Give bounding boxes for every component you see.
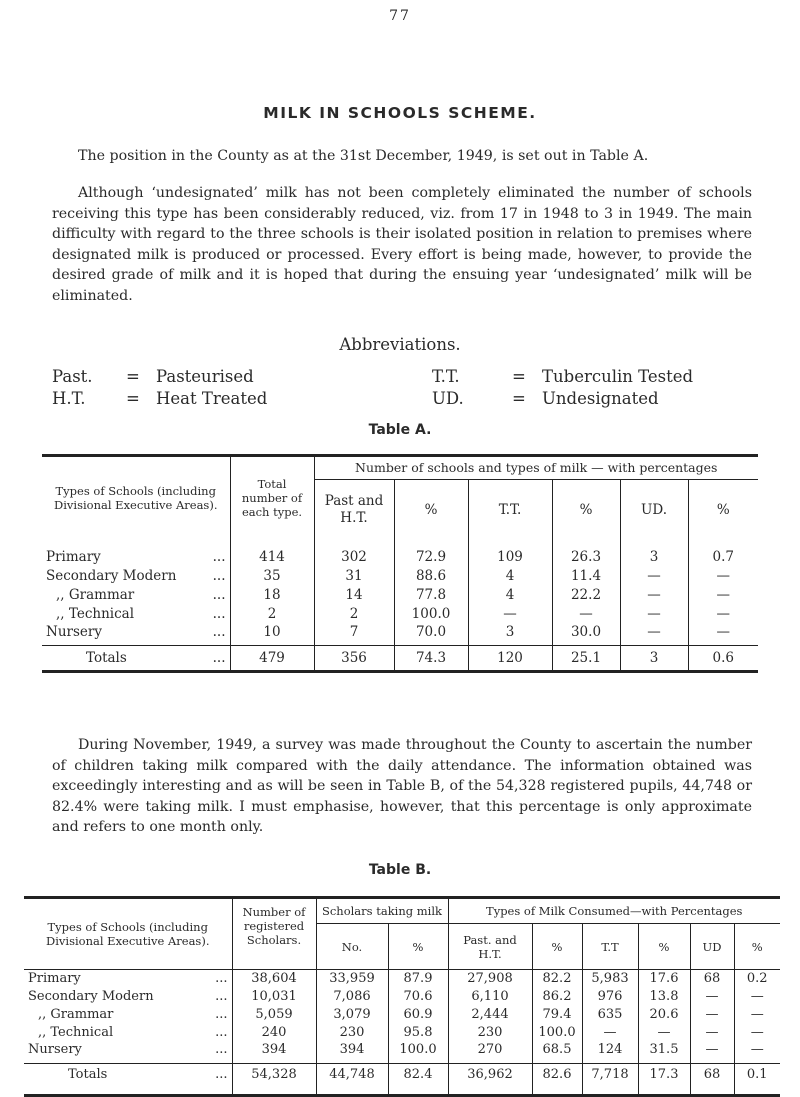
intro-paragraph xyxy=(52,146,752,167)
table-b-types-header: Types of Schools (including Divisional Executive Areas). xyxy=(24,898,232,970)
table-row: Primary ... 38,604 33,959 87.9 27,908 82.2 5,983 17.6 68 0.2 xyxy=(24,970,780,988)
table-a-types-header: Types of Schools (including Divisional Executive Areas). xyxy=(42,456,230,540)
table-b-consumed-header: Types of Milk Consumed—with Percentages xyxy=(448,898,780,924)
abbr-ht: H.T. = Heat Treated xyxy=(52,389,268,408)
table-a-total-header: Total number of each type. xyxy=(230,456,314,540)
undesignated-text: Although ‘undesignated’ milk has not been completely eliminated the number of schools receiving this type has been considerably reduced, viz. from 17 in 1948 to 3 in 1949. The main difficulty with regard to the three schools is their isolated position in relation to premises where designated milk is produced or processed. Every effort is being made, however, to provide the desired grade of milk and it is hoped that during the ensuing year ‘undesignated’ milk will be eliminated. xyxy=(52,185,752,304)
table-b-col-no: No. xyxy=(316,924,388,970)
table-b xyxy=(24,896,780,1097)
table-row: ,, Technical ... 240 230 95.8 230 100.0 — — — — xyxy=(24,1024,780,1042)
table-row: Nursery ... 10 7 70.0 3 30.0 — — xyxy=(42,624,758,646)
table-b-taking-header: Scholars taking milk xyxy=(316,898,448,924)
table-row: ,, Technical ... 2 2 100.0 — — — — xyxy=(42,605,758,624)
table-a-col-ud: UD. xyxy=(620,480,688,540)
table-b-col-pct1: % xyxy=(388,924,448,970)
table-row: Secondary Modern ... 10,031 7,086 70.6 6,110 86.2 976 13.8 — — xyxy=(24,988,780,1006)
table-b-col-ud: UD xyxy=(690,924,734,970)
table-b-col-past: Past. and H.T. xyxy=(448,924,532,970)
table-b-col-tt: T.T xyxy=(582,924,638,970)
table-a-col-past: Past and H.T. xyxy=(314,480,394,540)
table-row: Primary ... 414 302 72.9 109 26.3 3 0.7 xyxy=(42,548,758,567)
table-a-col-pct2: % xyxy=(552,480,620,540)
intro-text: The position in the County as at the 31st December, 1949, is set out in Table A. xyxy=(78,148,649,164)
survey-paragraph xyxy=(52,735,752,838)
table-row: Nursery ... 394 394 100.0 270 68.5 124 31.5 — — xyxy=(24,1042,780,1064)
table-a-caption: Table A. xyxy=(368,422,432,438)
table-row: Secondary Modern ... 35 31 88.6 4 11.4 — — xyxy=(42,567,758,586)
page-number: 77 xyxy=(389,8,411,24)
table-a-totals-row: Totals ... 479 356 74.3 120 25.1 3 0.6 xyxy=(42,646,758,672)
table-row: ,, Grammar ... 18 14 77.8 4 22.2 — — xyxy=(42,586,758,605)
table-b-col-pct3: % xyxy=(638,924,690,970)
table-a-col-pct3: % xyxy=(716,501,730,518)
survey-text: During November, 1949, a survey was made throughout the County to ascertain the number of children taking milk compared with the daily attendance. The information obtained was exceedingly interesting and as will be seen in Table B, of the 54,328 registered pupils, 44,748 or 82.4% were taking milk. I must emphasise, however, that this percentage is only approximate and refers to one month only. xyxy=(52,737,752,835)
table-b-col-pct4: % xyxy=(751,939,763,954)
abbr-tt: T.T. = Tuberculin Tested xyxy=(432,367,694,386)
table-row: ,, Grammar ... 5,059 3,079 60.9 2,444 79.4 635 20.6 — — xyxy=(24,1006,780,1024)
abbr-past: Past. = Pasteurised xyxy=(52,367,254,386)
table-b-caption: Table B. xyxy=(368,862,432,878)
undesignated-paragraph xyxy=(52,183,752,306)
table-b-registered-header: Number of registered Scholars. xyxy=(232,898,316,970)
abbr-ud: UD. = Undesignated xyxy=(432,389,659,408)
abbreviations-heading: Abbreviations. xyxy=(339,335,461,354)
page-title: MILK IN SCHOOLS SCHEME. xyxy=(263,104,537,122)
table-a-group-header: Number of schools and types of milk — with percentages xyxy=(314,456,758,480)
table-a xyxy=(42,454,758,673)
table-a-col-tt: T.T. xyxy=(468,480,552,540)
table-b-totals-row: Totals ... 54,328 44,748 82.4 36,962 82.6 7,718 17.3 68 0.1 xyxy=(24,1064,780,1096)
table-a-col-pct1: % xyxy=(394,480,468,540)
table-b-col-pct2: % xyxy=(532,924,582,970)
